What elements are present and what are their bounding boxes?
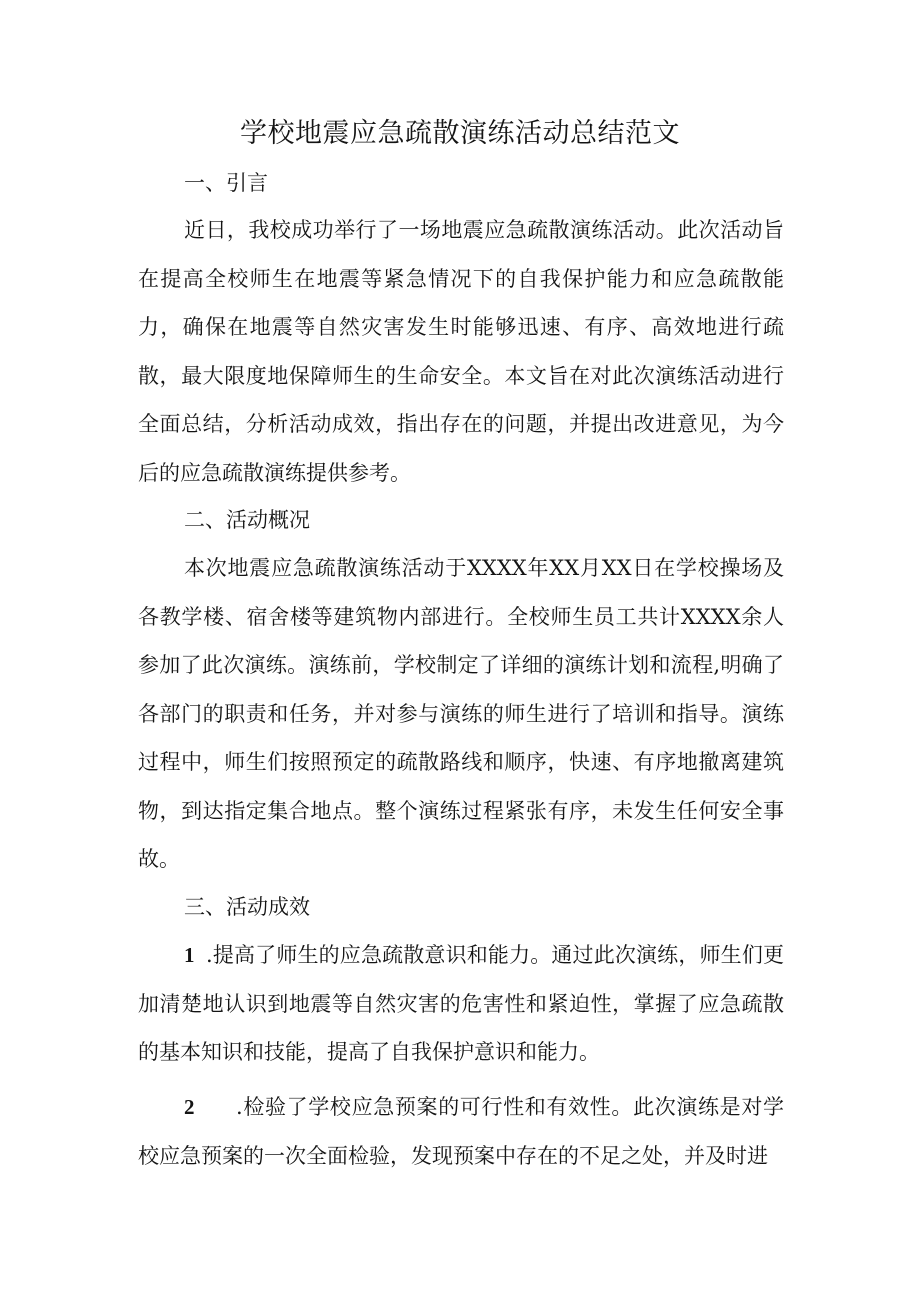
list-item-number: 2 bbox=[184, 1095, 195, 1119]
document-title: 学校地震应急疏散演练活动总结范文 bbox=[240, 118, 680, 149]
list-item-result-2 bbox=[138, 1083, 784, 1180]
list-item-text: .检验了学校应急预案的可行性和有效性。此次演练是对学校应急预案的一次全面检验，发现预案中存在的不足之处，并及时进 bbox=[138, 1095, 784, 1168]
list-item-number: 1 bbox=[184, 943, 195, 967]
paragraph-overview: 本次地震应急疏散演练活动于XXXX年XX月XX日在学校操场及各教学楼、宿舍楼等建筑物内部进行。全校师生员工共计XXXX余人参加了此次演练。演练前，学校制定了详细的演练计划和流程,明确了各部门的职责和任务，并对参与演练的师生进行了培训和指导。演练过程中，师生们按照预定的疏散路线和顺序，快速、有序地撤离建筑物，到达指定集合地点。整个演练过程紧张有序，未发生任何安全事故。 bbox=[138, 556, 784, 871]
list-item-result-1 bbox=[138, 931, 784, 1077]
section-heading-introduction: 一、引言 bbox=[184, 171, 268, 195]
paragraph-introduction: 近日，我校成功举行了一场地震应急疏散演练活动。此次活动旨在提高全校师生在地震等紧急情况下的自我保护能力和应急疏散能力，确保在地震等自然灾害发生时能够迅速、有序、高效地进行疏散，最大限度地保障师生的生命安全。本文旨在对此次演练活动进行全面总结，分析活动成效，指出存在的问题，并提出改进意见，为今后的应急疏散演练提供参考。 bbox=[138, 218, 784, 485]
section-heading-overview: 二、活动概况 bbox=[184, 508, 310, 532]
section-heading-results: 三、活动成效 bbox=[184, 895, 310, 919]
list-item-text: .提高了师生的应急疏散意识和能力。通过此次演练，师生们更加清楚地认识到地震等自然灾害的危害性和紧迫性，掌握了应急疏散的基本知识和技能，提高了自我保护意识和能力。 bbox=[138, 943, 784, 1064]
